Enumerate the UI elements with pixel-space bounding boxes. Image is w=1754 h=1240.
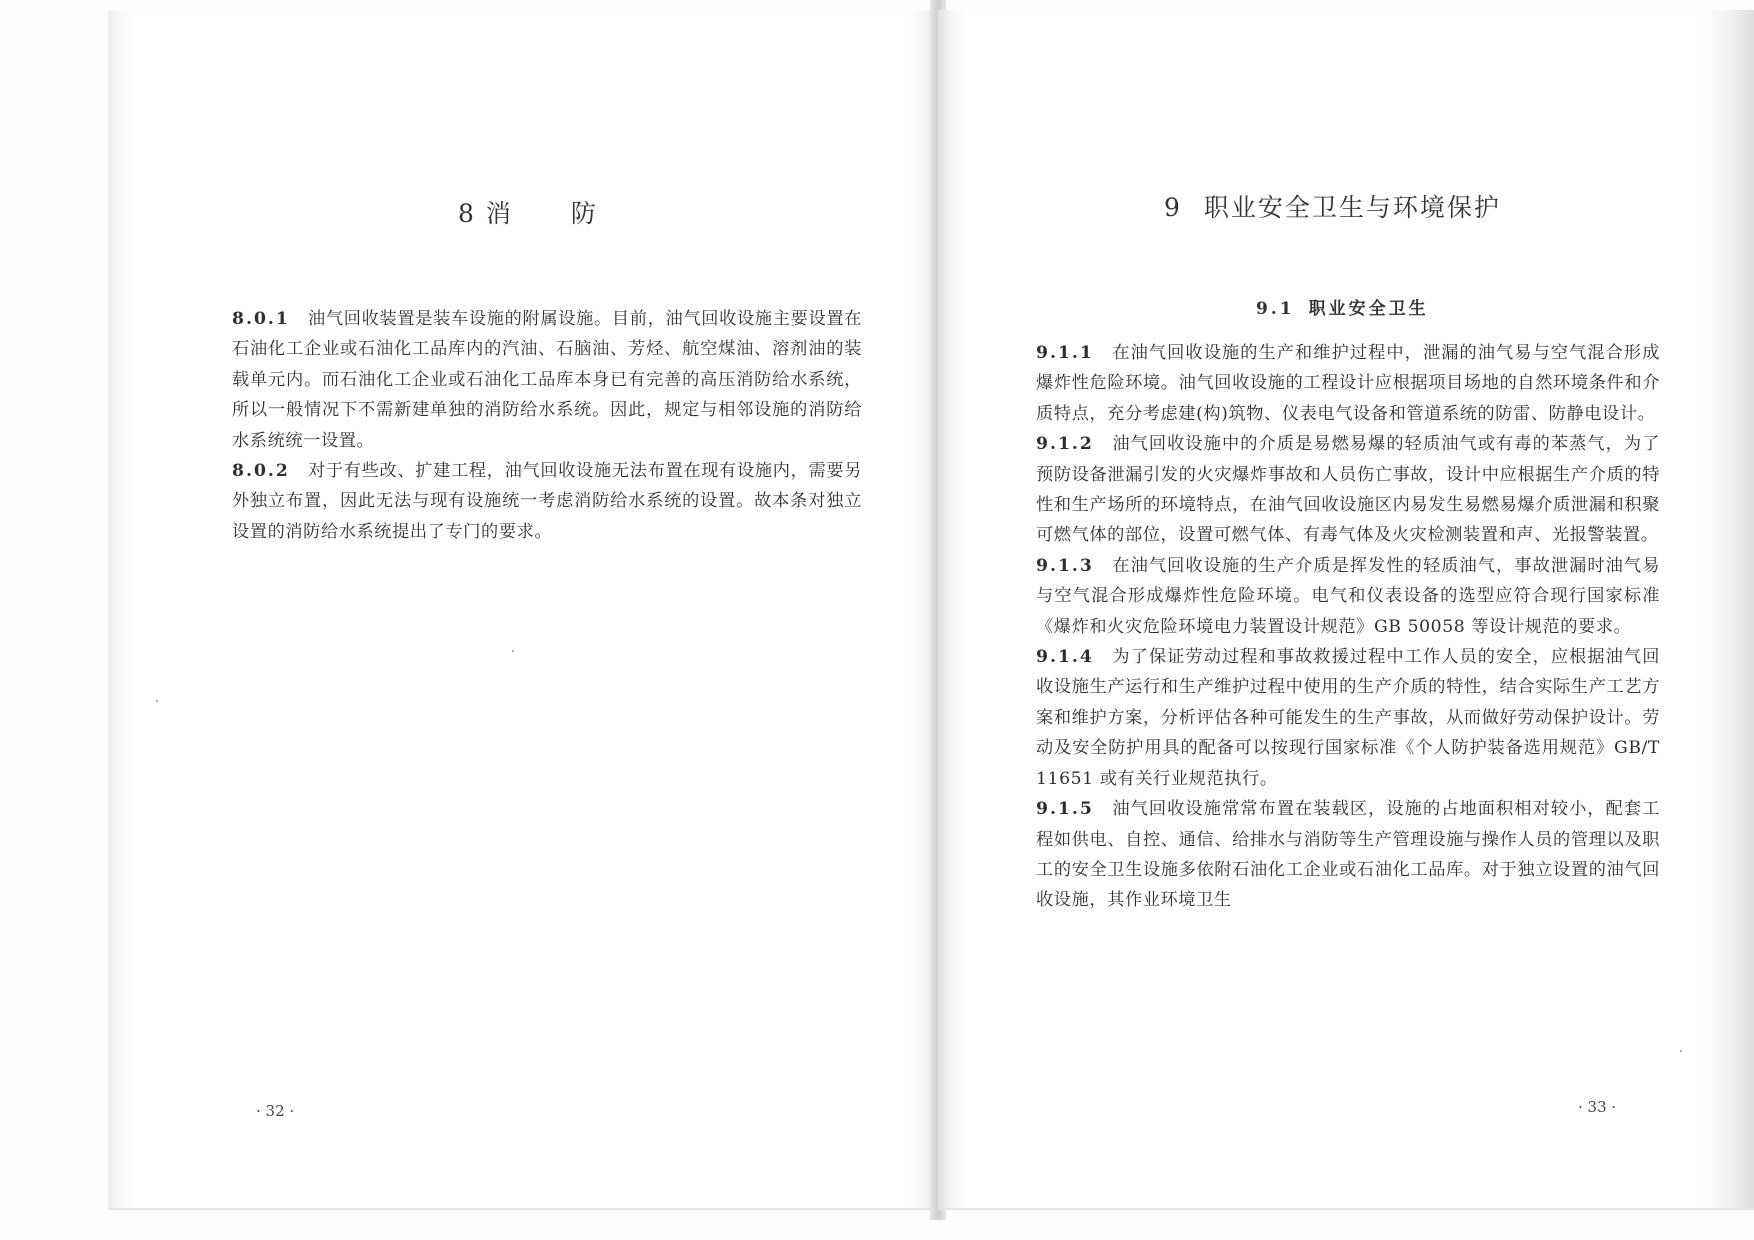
clause-paragraph xyxy=(232,456,862,547)
chapter-number: 9 xyxy=(1164,193,1182,222)
chapter-number: 8 xyxy=(458,199,474,228)
clause-text: 油气回收设施常常布置在装载区，设施的占地面积相对较小，配套工程如供电、自控、通信、给排水与消防等生产管理设施与操作人员的管理以及职工的安全卫生设施多依附石油化工企业或石油化工品库。对于独立设置的油气回收设施，其作业环境卫生 xyxy=(1036,799,1660,911)
page-number: · 32 · xyxy=(256,1102,295,1120)
section-title-text: 职业安全卫生 xyxy=(1308,299,1429,319)
clause-number: 8.0.2 xyxy=(232,461,290,482)
clause-number: 8.0.1 xyxy=(232,309,290,329)
clause-number: 9.1.2 xyxy=(1036,434,1094,455)
clause-text: 油气回收装置是装车设施的附属设施。目前，油气回收设施主要设置在石油化工企业或石油化工品库内的汽油、石脑油、芳烃、航空煤油、溶剂油的装载单元内。而石油化工企业或石油化工品库本身已有完善的高压消防给水系统，所以一般情况下不需新建单独的消防给水系统。因此，规定与相邻设施的消防给水系统统一设置。 xyxy=(232,309,862,451)
clause-number: 9.1.1 xyxy=(1036,343,1094,363)
chapter-9-title xyxy=(1164,188,1501,224)
clause-number: 9.1.5 xyxy=(1036,799,1094,820)
clause-number: 9.1.3 xyxy=(1036,555,1094,576)
clause-number: 9.1.4 xyxy=(1036,647,1094,668)
scan-speck xyxy=(156,700,158,702)
section-9-1-title xyxy=(1256,294,1429,319)
clause-paragraph xyxy=(1036,642,1660,794)
clause-paragraph xyxy=(1036,429,1660,551)
clause-paragraph xyxy=(232,304,862,456)
chapter-title-text: 消防 xyxy=(485,199,656,228)
left-page xyxy=(108,10,938,1210)
chapter-title-text: 职业安全卫生与环境保护 xyxy=(1203,193,1501,222)
scan-speck xyxy=(1680,1050,1682,1052)
clause-text: 为了保证劳动过程和事故救援过程中工作人员的安全，应根据油气回收设施生产运行和生产维护过程中使用的生产介质的特性，结合实际生产工艺方案和维护方案，分析评估各种可能发生的生产事故，从而做好劳动保护设计。劳动及安全防护用具的配备可以按现行国家标准《个人防护装备选用规范》GB/T 11651 或有关行业规范执行。 xyxy=(1036,647,1660,789)
page-number: · 33 · xyxy=(1578,1098,1617,1116)
clause-paragraph xyxy=(1036,338,1660,429)
clause-paragraph xyxy=(1036,794,1660,916)
right-body-text xyxy=(1036,338,1660,916)
clause-text: 对于有些改、扩建工程，油气回收设施无法布置在现有设施内，需要另外独立布置，因此无法与现有设施统一考虑消防给水系统的设置。故本条对独立设置的消防给水系统提出了专门的要求。 xyxy=(232,461,862,542)
chapter-8-title xyxy=(458,194,656,230)
section-number: 9.1 xyxy=(1256,299,1295,319)
right-page xyxy=(938,10,1754,1210)
scan-speck xyxy=(512,650,514,652)
clause-text: 油气回收设施中的介质是易燃易爆的轻质油气或有毒的苯蒸气，为了预防设备泄漏引发的火灾爆炸事故和人员伤亡事故，设计中应根据生产介质的特性和生产场所的环境特点，在油气回收设施区内易发生易燃易爆介质泄漏和积聚可燃气体的部位，设置可燃气体、有毒气体及火灾检测装置和声、光报警装置。 xyxy=(1036,434,1660,546)
clause-paragraph xyxy=(1036,551,1660,642)
clause-text: 在油气回收设施的生产介质是挥发性的轻质油气，事故泄漏时油气易与空气混合形成爆炸性危险环境。电气和仪表设备的选型应符合现行国家标准《爆炸和火灾危险环境电力装置设计规范》GB 50058 等设计规范的要求。 xyxy=(1036,555,1660,637)
left-body-text xyxy=(232,304,862,547)
clause-text: 在油气回收设施的生产和维护过程中，泄漏的油气易与空气混合形成爆炸性危险环境。油气回收设施的工程设计应根据项目场地的自然环境条件和介质特点，充分考虑建(构)筑物、仪表电气设备和管道系统的防雷、防静电设计。 xyxy=(1036,343,1660,424)
